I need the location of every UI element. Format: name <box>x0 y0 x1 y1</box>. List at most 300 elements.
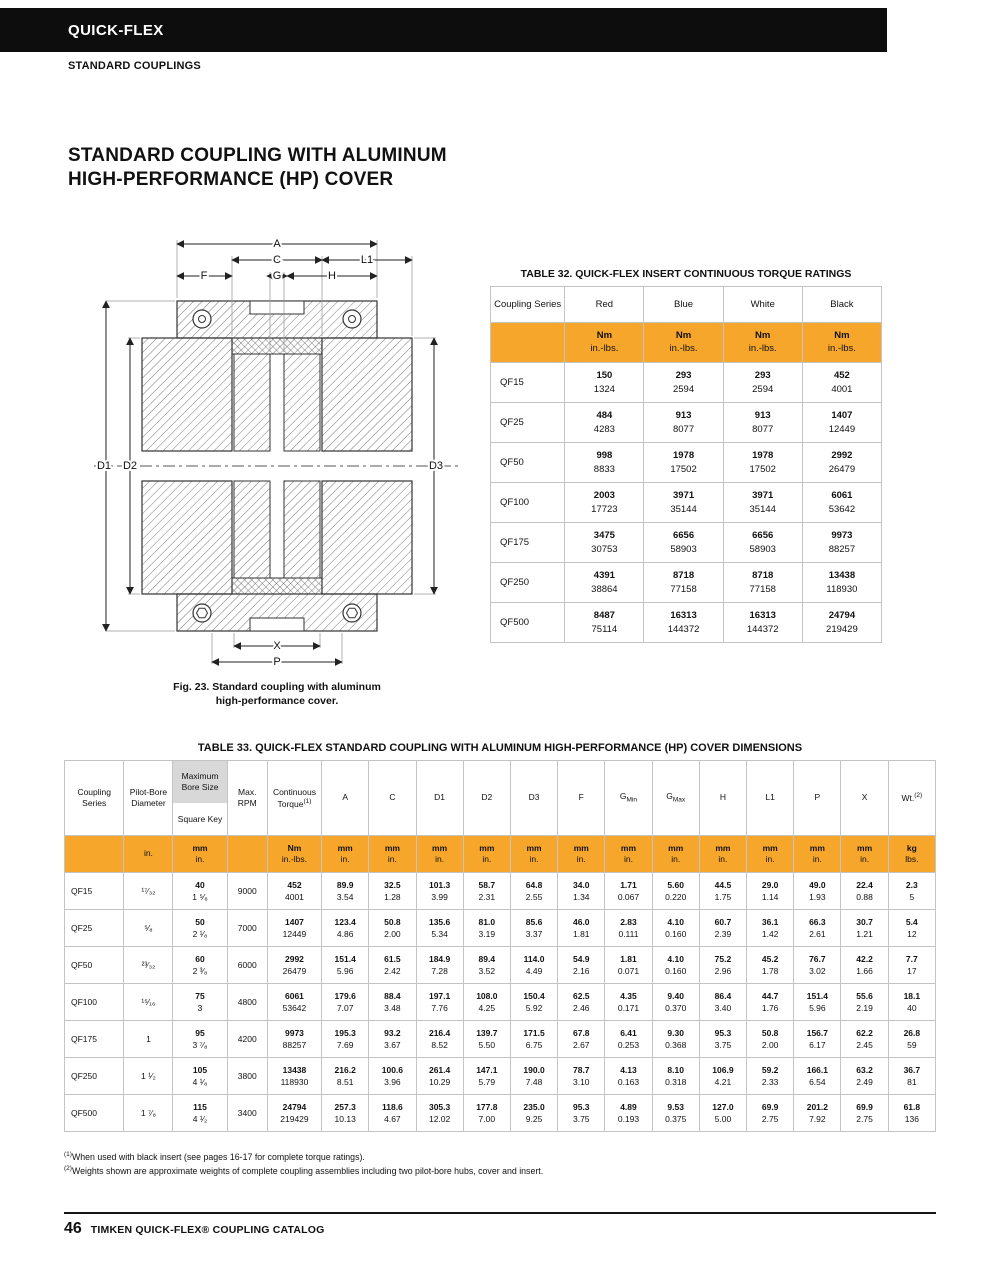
value-mm: 123.4 <box>334 916 356 927</box>
coupling-series: QF50 <box>65 947 124 984</box>
dimension-value <box>267 910 321 947</box>
value-mm: 34.0 <box>572 879 590 890</box>
value-in: 1.75 <box>714 892 732 902</box>
value-mm: 55.6 <box>856 990 873 1001</box>
value-mm: 114.0 <box>523 953 545 964</box>
unit-bottom: in. <box>529 854 539 864</box>
value-in: 75114 <box>591 623 618 635</box>
value-in: 12449 <box>828 423 856 435</box>
unit-cell <box>652 836 699 873</box>
value-in: 2.16 <box>572 966 590 976</box>
value-mm: 61.5 <box>384 953 401 964</box>
dimension-value <box>416 947 463 984</box>
value-mm: 9.53 <box>667 1101 684 1112</box>
unit-top: mm <box>668 842 684 853</box>
value-mm: 452 <box>287 879 302 890</box>
value-in: 4 ¹⁄₈ <box>192 1077 208 1087</box>
footnote-marker: (1) <box>64 1151 72 1159</box>
col-D3-label: D3 <box>528 792 540 803</box>
dimension-value <box>888 910 935 947</box>
dimension-value <box>510 873 557 910</box>
value-in: 2.96 <box>714 966 732 976</box>
value-in: 3.99 <box>431 892 448 902</box>
col-G-max-label: G <box>666 790 673 801</box>
torque-value <box>644 403 723 443</box>
brand-bar <box>0 8 887 52</box>
value-mm: 216.4 <box>428 1027 451 1038</box>
torque-value <box>644 483 723 523</box>
unit-nm: Nm <box>834 330 850 342</box>
dimension-value <box>794 1058 841 1095</box>
torque-ratings-table <box>490 286 882 643</box>
table33-title: TABLE 33. QUICK-FLEX STANDARD COUPLING WITH ALUMINUM HIGH-PERFORMANCE (HP) COVER DIMENSIONS <box>197 742 803 754</box>
dimension-value <box>652 947 699 984</box>
value-mm: 1.81 <box>620 953 637 964</box>
dimension-value <box>267 1095 321 1132</box>
dimension-value <box>416 1095 463 1132</box>
value-in: 3 ⁷⁄₈ <box>192 1040 208 1050</box>
dimension-value <box>747 1021 794 1058</box>
unit-cell <box>510 836 557 873</box>
torque-value <box>802 483 881 523</box>
footer-rule <box>64 1212 936 1214</box>
value-in: 2.75 <box>856 1114 873 1124</box>
value-mm: 36.1 <box>761 916 779 927</box>
col-G-max-sub: Max <box>672 796 686 804</box>
col-G-min-label: G <box>619 790 627 801</box>
torque-value <box>565 603 644 643</box>
unit-cell <box>227 836 267 873</box>
dimension-value <box>369 873 416 910</box>
table33-row <box>65 1095 936 1132</box>
value-in: 10.13 <box>334 1114 356 1124</box>
value-in: 30753 <box>591 543 618 555</box>
value-in: 5.50 <box>478 1040 496 1050</box>
pilot-bore-value: ¹⁷⁄₃₂ <box>124 873 173 910</box>
dimension-value <box>267 873 321 910</box>
max-bore-value <box>173 1058 227 1095</box>
value-mm: 184.9 <box>428 953 451 964</box>
max-bore-value <box>173 947 227 984</box>
col-X <box>841 761 888 836</box>
figure-block <box>82 226 472 708</box>
max-bore-value <box>173 910 227 947</box>
col-D2-label: D2 <box>481 792 493 803</box>
col-X-label: X <box>861 792 868 803</box>
value-in: 3.67 <box>384 1040 401 1050</box>
col-weight <box>888 761 935 836</box>
dim-label-F: F <box>200 270 208 282</box>
col-H-label: H <box>719 792 726 803</box>
torque-value <box>565 443 644 483</box>
value-mm: 913 <box>675 409 692 421</box>
value-in: 0.071 <box>617 966 640 976</box>
value-mm: 913 <box>754 409 771 421</box>
value-in: 0.193 <box>617 1114 640 1124</box>
insert-color-header: Black <box>802 287 881 323</box>
value-in: 8077 <box>752 423 774 435</box>
value-in: 38864 <box>591 583 618 595</box>
max-bore-value <box>173 873 227 910</box>
value-in: 5 <box>909 892 915 902</box>
unit-nm: Nm <box>596 330 613 342</box>
value-mm: 16313 <box>749 609 776 621</box>
max-rpm-value: 9000 <box>227 873 267 910</box>
dimension-value <box>558 1058 605 1095</box>
dimension-value <box>267 984 321 1021</box>
dimension-value <box>558 1021 605 1058</box>
value-mm: 46.0 <box>572 916 590 927</box>
value-in: 1.76 <box>761 1003 779 1013</box>
value-mm: 2992 <box>284 953 304 964</box>
value-in: 3.02 <box>809 966 826 976</box>
value-in: 17 <box>907 966 917 976</box>
unit-bottom: in. <box>765 854 775 864</box>
dim-label-G: G <box>272 270 282 282</box>
value-in: 4.86 <box>336 929 354 939</box>
dimension-value <box>888 1058 935 1095</box>
col-continuous-torque-label: Continuous Torque <box>272 786 316 809</box>
dimension-value <box>652 984 699 1021</box>
table33-header-row <box>65 761 936 836</box>
unit-top: mm <box>192 842 208 853</box>
dimension-value <box>463 1021 510 1058</box>
value-mm: 3971 <box>672 489 695 501</box>
brand-title: QUICK-FLEX <box>68 21 164 39</box>
value-in: 0.163 <box>617 1077 640 1087</box>
value-mm: 8718 <box>672 569 695 581</box>
value-in: 1.81 <box>572 929 590 939</box>
dimension-value <box>558 910 605 947</box>
value-mm: 4.35 <box>620 990 637 1001</box>
value-in: 6.75 <box>525 1040 543 1050</box>
value-in: 35144 <box>749 503 776 515</box>
value-mm: 261.4 <box>428 1064 451 1075</box>
value-mm: 42.2 <box>856 953 873 964</box>
max-rpm-value: 3800 <box>227 1058 267 1095</box>
value-mm: 50.8 <box>384 916 401 927</box>
value-mm: 85.6 <box>525 916 543 927</box>
dimension-value <box>605 1021 652 1058</box>
dim-label-H: H <box>328 270 336 282</box>
coupling-series: QF175 <box>491 523 565 563</box>
unit-top: mm <box>809 842 825 853</box>
pilot-bore-value: ¹⁵⁄₁₆ <box>124 984 173 1021</box>
dimension-value <box>463 1058 510 1095</box>
value-mm: 127.0 <box>712 1101 734 1112</box>
dimension-value <box>510 1058 557 1095</box>
value-in: 8.51 <box>336 1077 354 1087</box>
value-mm: 1407 <box>831 409 853 421</box>
col-D3 <box>510 761 557 836</box>
dimension-value <box>267 947 321 984</box>
value-mm: 89.4 <box>478 953 496 964</box>
unit-top: mm <box>337 842 353 853</box>
value-mm: 8.10 <box>667 1064 684 1075</box>
footnote-text: Weights shown are approximate weights of complete coupling assemblies including two pilot-bore hubs, cover and insert. <box>71 1166 544 1177</box>
dimension-value <box>322 1021 369 1058</box>
value-in: 2.46 <box>572 1003 590 1013</box>
table32-row <box>491 523 882 563</box>
unit-cell <box>699 836 746 873</box>
table33-row <box>65 984 936 1021</box>
dimension-value <box>463 984 510 1021</box>
coupling-series: QF25 <box>491 403 565 443</box>
dimension-value <box>510 1021 557 1058</box>
value-in: 219429 <box>280 1114 309 1124</box>
coupling-series: QF25 <box>65 910 124 947</box>
value-mm: 69.9 <box>761 1101 779 1112</box>
dimension-value <box>558 984 605 1021</box>
max-bore-size-label: Maximum Bore Size <box>173 761 226 803</box>
value-in: 5.00 <box>714 1114 732 1124</box>
col-max-rpm-label: Max. RPM <box>237 786 257 808</box>
value-mm: 135.6 <box>428 916 451 927</box>
value-in: 118930 <box>826 583 858 595</box>
drawing-geometry <box>94 240 460 664</box>
value-mm: 64.8 <box>525 879 543 890</box>
unit-top: mm <box>715 842 731 853</box>
value-in: 3.37 <box>525 929 543 939</box>
dimension-value <box>267 1021 321 1058</box>
unit-cell <box>558 836 605 873</box>
dimension-value <box>652 1095 699 1132</box>
dimension-value <box>416 984 463 1021</box>
value-in: 5.96 <box>336 966 354 976</box>
value-in: 17502 <box>749 463 776 475</box>
value-in: 2.45 <box>856 1040 873 1050</box>
unit-bottom: lbs. <box>905 854 919 864</box>
table33-row <box>65 873 936 910</box>
value-mm: 179.6 <box>334 990 356 1001</box>
col-F <box>558 761 605 836</box>
insert-color-header: Red <box>565 287 644 323</box>
dimension-value <box>841 1095 888 1132</box>
dimension-value <box>322 984 369 1021</box>
value-in: 2.31 <box>478 892 496 902</box>
max-rpm-value: 7000 <box>227 910 267 947</box>
table33-row <box>65 947 936 984</box>
max-bore-value <box>173 1095 227 1132</box>
unit-cell <box>565 323 644 363</box>
value-mm: 44.5 <box>714 879 732 890</box>
value-mm: 22.4 <box>856 879 873 890</box>
torque-value <box>644 523 723 563</box>
col-pilot-bore <box>124 761 173 836</box>
unit-cell <box>416 836 463 873</box>
unit-top: mm <box>432 842 448 853</box>
dimension-value <box>794 1021 841 1058</box>
dimension-value <box>699 947 746 984</box>
value-mm: 32.5 <box>384 879 401 890</box>
value-in: 40 <box>907 1003 917 1013</box>
value-in: 2.39 <box>714 929 732 939</box>
dimension-value <box>841 947 888 984</box>
value-mm: 13438 <box>282 1064 307 1075</box>
value-mm: 3475 <box>593 529 615 541</box>
unit-bottom: in. <box>860 854 870 864</box>
dimension-value <box>747 984 794 1021</box>
value-in: 0.160 <box>665 929 687 939</box>
coupling-series: QF100 <box>65 984 124 1021</box>
dimension-value <box>558 947 605 984</box>
torque-value <box>723 563 802 603</box>
dimension-value <box>605 984 652 1021</box>
value-mm: 4.10 <box>667 953 684 964</box>
insert-color-header: White <box>723 287 802 323</box>
value-in: 2.33 <box>761 1077 779 1087</box>
value-mm: 62.2 <box>856 1027 873 1038</box>
dimension-value <box>841 1021 888 1058</box>
value-mm: 151.4 <box>806 990 828 1001</box>
torque-value <box>644 443 723 483</box>
col-max-rpm <box>227 761 267 836</box>
value-mm: 4.10 <box>667 916 684 927</box>
value-mm: 101.3 <box>428 879 451 890</box>
value-in: 0.067 <box>617 892 640 902</box>
col-P-label: P <box>814 792 821 803</box>
dim-label-L1: L1 <box>360 254 374 266</box>
value-in: 2.00 <box>761 1040 779 1050</box>
value-in: 3.48 <box>384 1003 401 1013</box>
coupling-series: QF15 <box>65 873 124 910</box>
dimension-value <box>605 910 652 947</box>
footnote-text: When used with black insert (see pages 16-17 for complete torque ratings). <box>71 1152 365 1162</box>
unit-cell <box>841 836 888 873</box>
value-mm: 75 <box>195 990 205 1001</box>
value-in: 2.42 <box>384 966 401 976</box>
value-mm: 150.4 <box>523 990 545 1001</box>
unit-bottom: in. <box>340 854 350 864</box>
value-mm: 4391 <box>593 569 615 581</box>
unit-nm: Nm <box>675 330 692 342</box>
max-rpm-value: 4800 <box>227 984 267 1021</box>
coupling-cross-section-drawing <box>82 226 472 671</box>
value-mm: 58.7 <box>478 879 496 890</box>
pilot-bore-value: ⁵⁄₈ <box>124 910 173 947</box>
coupling-series: QF15 <box>491 363 565 403</box>
value-in: 12.02 <box>428 1114 451 1124</box>
torque-value <box>723 403 802 443</box>
value-in: 8.52 <box>431 1040 448 1050</box>
value-mm: 9.40 <box>667 990 684 1001</box>
value-in: 2.19 <box>856 1003 873 1013</box>
value-in: 0.370 <box>665 1003 687 1013</box>
value-mm: 139.7 <box>476 1027 498 1038</box>
value-mm: 100.6 <box>381 1064 404 1075</box>
dimension-value <box>888 1021 935 1058</box>
value-in: 58903 <box>749 543 776 555</box>
value-in: 59 <box>907 1040 917 1050</box>
square-key-label: Square Key <box>177 813 223 824</box>
unit-bottom: in. <box>718 854 728 864</box>
value-mm: 9973 <box>831 529 853 541</box>
dimension-value <box>888 984 935 1021</box>
dimension-value <box>794 910 841 947</box>
torque-ratings-section <box>490 268 882 643</box>
value-in: 3.75 <box>572 1114 590 1124</box>
torque-value <box>644 603 723 643</box>
value-in: 53642 <box>828 503 856 515</box>
pilot-bore-value: 1 ¹⁄₂ <box>124 1058 173 1095</box>
value-in: 2.61 <box>809 929 826 939</box>
value-in: 1.42 <box>761 929 779 939</box>
col-A-label: A <box>342 792 348 803</box>
unit-cell <box>802 323 881 363</box>
value-in: 4.67 <box>384 1114 401 1124</box>
value-in: 4001 <box>284 892 304 902</box>
table32-row <box>491 443 882 483</box>
value-in: 1.28 <box>384 892 401 902</box>
value-in: 6.17 <box>809 1040 826 1050</box>
value-mm: 66.3 <box>809 916 826 927</box>
unit-nm: Nm <box>755 330 771 342</box>
dimension-value <box>322 1058 369 1095</box>
value-mm: 95 <box>195 1027 205 1038</box>
value-mm: 24794 <box>282 1101 307 1112</box>
col-weight-label: Wt. <box>901 792 915 803</box>
value-in: 88257 <box>282 1040 307 1050</box>
dim-label-D1: D1 <box>96 460 112 472</box>
value-mm: 3971 <box>752 489 774 501</box>
value-mm: 86.4 <box>714 990 732 1001</box>
table32-row <box>491 483 882 523</box>
value-in: 58903 <box>670 543 697 555</box>
value-mm: 26.8 <box>903 1027 921 1038</box>
value-mm: 1.71 <box>620 879 637 890</box>
unit-top: mm <box>526 842 542 853</box>
dimension-value <box>369 1095 416 1132</box>
value-in: 5.34 <box>431 929 448 939</box>
dimension-value <box>747 873 794 910</box>
dimension-value <box>652 1021 699 1058</box>
dimension-value <box>322 873 369 910</box>
value-in: 4 ¹⁄₂ <box>192 1114 208 1124</box>
value-in: 2.55 <box>525 892 543 902</box>
unit-cell <box>888 836 935 873</box>
value-mm: 6.41 <box>620 1027 637 1038</box>
value-in: 3.19 <box>478 929 496 939</box>
col-L1 <box>747 761 794 836</box>
value-mm: 18.1 <box>903 990 921 1001</box>
dimension-value <box>699 1095 746 1132</box>
value-in: 8833 <box>593 463 615 475</box>
table32-row <box>491 403 882 443</box>
dim-label-C: C <box>273 254 281 266</box>
unit-bottom: in. <box>482 854 492 864</box>
coupling-series: QF250 <box>491 563 565 603</box>
col-continuous-torque-footnote-marker: (1) <box>303 797 312 805</box>
unit-top: mm <box>384 842 400 853</box>
value-mm: 93.2 <box>384 1027 401 1038</box>
value-in: 0.111 <box>618 929 639 939</box>
value-in: 7.07 <box>336 1003 354 1013</box>
value-mm: 305.3 <box>428 1101 451 1112</box>
value-mm: 40 <box>195 879 205 890</box>
col-G-min-sub: Min <box>626 796 638 804</box>
unit-cell <box>723 323 802 363</box>
value-mm: 108.0 <box>476 990 498 1001</box>
value-mm: 166.1 <box>806 1064 828 1075</box>
value-in: 1.14 <box>761 892 779 902</box>
dimension-value <box>747 1058 794 1095</box>
value-mm: 95.3 <box>714 1027 732 1038</box>
value-mm: 293 <box>754 369 771 381</box>
col-G-min <box>605 761 652 836</box>
dim-label-X: X <box>273 640 281 652</box>
section-subtitle: STANDARD COUPLINGS <box>68 60 201 72</box>
value-mm: 16313 <box>670 609 697 621</box>
